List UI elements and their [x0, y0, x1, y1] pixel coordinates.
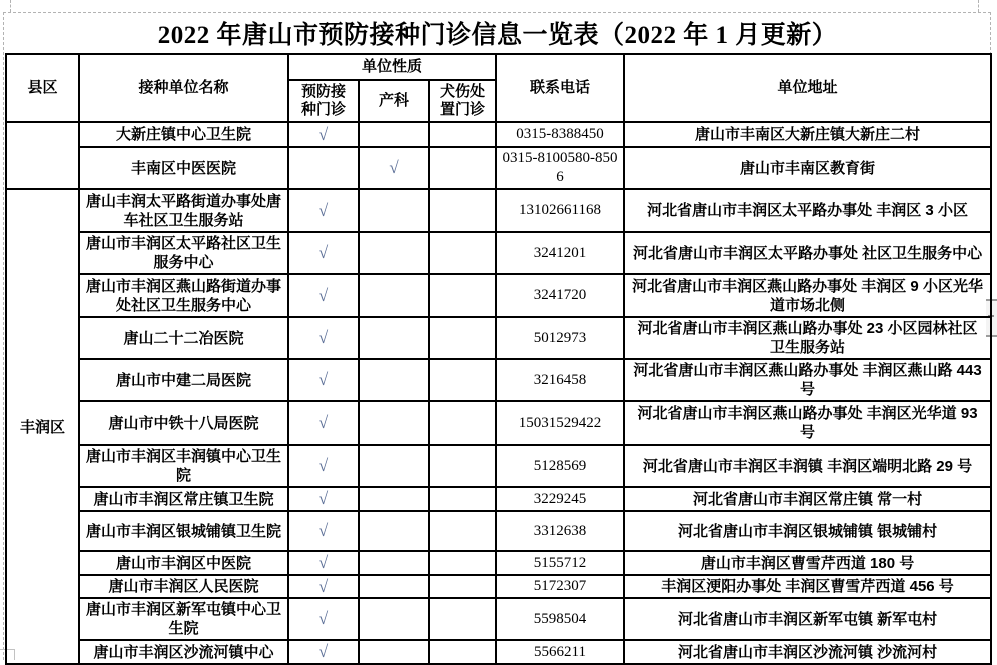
dog-bite-check-cell[interactable]: [429, 274, 496, 317]
phone-cell[interactable]: 5155712: [496, 551, 624, 575]
address-cell[interactable]: 唐山市丰南区教育街: [624, 147, 991, 189]
table-row: [6, 147, 991, 189]
phone-cell[interactable]: 3216458: [496, 359, 624, 401]
unit-name-cell[interactable]: 唐山丰润太平路街道办事处唐车社区卫生服务站: [79, 189, 288, 232]
address-cell[interactable]: 河北省唐山市丰润区燕山路办事处 丰润区光华道 93 号: [624, 401, 991, 445]
page-margin-tick-left: [10, 0, 11, 12]
obstetrics-check-cell[interactable]: [359, 511, 429, 551]
dog-bite-check-cell[interactable]: [429, 487, 496, 511]
obstetrics-check-cell[interactable]: [359, 122, 429, 147]
obstetrics-check-cell[interactable]: [359, 598, 429, 640]
address-cell[interactable]: 河北省唐山市丰润区太平路办事处 社区卫生服务中心: [624, 232, 991, 274]
vaccination-check-cell[interactable]: √: [288, 551, 359, 575]
table-row: [6, 487, 991, 511]
phone-cell[interactable]: 3241720: [496, 274, 624, 317]
unit-name-cell[interactable]: 唐山市丰润区太平路社区卫生服务中心: [79, 232, 288, 274]
obstetrics-check-cell[interactable]: [359, 232, 429, 274]
table-row: [6, 122, 991, 147]
address-cell[interactable]: 河北省唐山市丰润区太平路办事处 丰润区 3 小区: [624, 189, 991, 232]
address-cell[interactable]: 河北省唐山市丰润区燕山路办事处 丰润区 9 小区光华道市场北侧: [624, 274, 991, 317]
phone-cell[interactable]: 5012973: [496, 317, 624, 359]
dog-bite-check-cell[interactable]: [429, 232, 496, 274]
vaccination-check-cell[interactable]: √: [288, 445, 359, 487]
vaccination-check-cell[interactable]: [288, 147, 359, 189]
vaccination-check-cell[interactable]: √: [288, 317, 359, 359]
unit-name-cell[interactable]: 唐山市丰润区银城铺镇卫生院: [79, 511, 288, 551]
table-row: [6, 359, 991, 401]
header-address[interactable]: 单位地址: [624, 54, 991, 122]
table-row: [6, 551, 991, 575]
obstetrics-check-cell[interactable]: [359, 551, 429, 575]
unit-name-cell[interactable]: 唐山市丰润区人民医院: [79, 575, 288, 598]
obstetrics-check-cell[interactable]: [359, 445, 429, 487]
address-cell[interactable]: 河北省唐山市丰润区常庄镇 常一村: [624, 487, 991, 511]
obstetrics-check-cell[interactable]: [359, 274, 429, 317]
vaccination-check-cell[interactable]: √: [288, 189, 359, 232]
vaccination-check-cell[interactable]: √: [288, 598, 359, 640]
vaccination-check-cell[interactable]: √: [288, 274, 359, 317]
dog-bite-check-cell[interactable]: [429, 598, 496, 640]
address-cell[interactable]: 河北省唐山市丰润区银城铺镇 银城铺村: [624, 511, 991, 551]
table-row: [6, 401, 991, 445]
header-dog-bite-clinic[interactable]: 犬伤处置门诊: [429, 80, 496, 122]
vaccination-check-cell[interactable]: √: [288, 487, 359, 511]
address-cell[interactable]: 河北省唐山市丰润区燕山路办事处 丰润区燕山路 443 号: [624, 359, 991, 401]
phone-cell[interactable]: 5172307: [496, 575, 624, 598]
table-row: [6, 317, 991, 359]
dog-bite-check-cell[interactable]: [429, 575, 496, 598]
unit-name-cell[interactable]: 丰南区中医医院: [79, 147, 288, 189]
table-row: [6, 274, 991, 317]
obstetrics-check-cell[interactable]: [359, 487, 429, 511]
table-row: [6, 511, 991, 551]
dog-bite-check-cell[interactable]: [429, 359, 496, 401]
header-district[interactable]: 县区: [6, 54, 79, 122]
address-cell[interactable]: 河北省唐山市丰润区丰润镇 丰润区端明北路 29 号: [624, 445, 991, 487]
table-row: [6, 640, 991, 664]
page-margin-tick-right: [978, 0, 979, 12]
obstetrics-check-cell[interactable]: [359, 189, 429, 232]
obstetrics-check-cell[interactable]: √: [359, 147, 429, 189]
vaccination-check-cell[interactable]: √: [288, 640, 359, 664]
phone-cell[interactable]: 0315-8388450: [496, 122, 624, 147]
dog-bite-check-cell[interactable]: [429, 122, 496, 147]
unit-name-cell[interactable]: 唐山市丰润区常庄镇卫生院: [79, 487, 288, 511]
unit-name-cell[interactable]: 唐山二十二冶医院: [79, 317, 288, 359]
address-cell[interactable]: 丰润区浭阳办事处 丰润区曹雪芹西道 456 号: [624, 575, 991, 598]
dog-bite-check-cell[interactable]: [429, 401, 496, 445]
table-row: [6, 232, 991, 274]
dog-bite-check-cell[interactable]: [429, 147, 496, 189]
address-cell[interactable]: 唐山市丰南区大新庄镇大新庄二村: [624, 122, 991, 147]
unit-name-cell[interactable]: 唐山市丰润区燕山路街道办事处社区卫生服务中心: [79, 274, 288, 317]
address-cell[interactable]: 河北省唐山市丰润区新军屯镇 新军屯村: [624, 598, 991, 640]
unit-name-cell[interactable]: 大新庄镇中心卫生院: [79, 122, 288, 147]
table-row: [6, 598, 991, 640]
vaccination-check-cell[interactable]: √: [288, 511, 359, 551]
unit-name-cell[interactable]: 唐山市丰润区中医院: [79, 551, 288, 575]
phone-cell[interactable]: 5598504: [496, 598, 624, 640]
dog-bite-check-cell[interactable]: [429, 511, 496, 551]
obstetrics-check-cell[interactable]: [359, 401, 429, 445]
unit-name-cell[interactable]: 唐山市丰润区丰润镇中心卫生院: [79, 445, 288, 487]
obstetrics-check-cell[interactable]: [359, 575, 429, 598]
vaccination-check-cell[interactable]: √: [288, 359, 359, 401]
address-cell[interactable]: 河北省唐山市丰润区燕山路办事处 23 小区园林社区卫生服务站: [624, 317, 991, 359]
district-cell[interactable]: 丰润区: [6, 189, 79, 664]
header-unit-type-group[interactable]: 单位性质: [288, 54, 496, 80]
address-cell[interactable]: 唐山市丰润区曹雪芹西道 180 号: [624, 551, 991, 575]
header-unit-name[interactable]: 接种单位名称: [79, 54, 288, 122]
obstetrics-check-cell[interactable]: [359, 317, 429, 359]
page-title: 2022 年唐山市预防接种门诊信息一览表（2022 年 1 月更新）: [157, 22, 838, 49]
dog-bite-check-cell[interactable]: [429, 189, 496, 232]
phone-cell[interactable]: 3241201: [496, 232, 624, 274]
vaccination-check-cell[interactable]: √: [288, 122, 359, 147]
header-phone[interactable]: 联系电话: [496, 54, 624, 122]
header-vaccination-clinic[interactable]: 预防接种门诊: [288, 80, 359, 122]
district-cell[interactable]: [6, 122, 79, 189]
dog-bite-check-cell[interactable]: [429, 317, 496, 359]
vaccination-check-cell[interactable]: √: [288, 575, 359, 598]
vaccination-check-cell[interactable]: √: [288, 232, 359, 274]
phone-cell[interactable]: 13102661168: [496, 189, 624, 232]
phone-cell[interactable]: 5128569: [496, 445, 624, 487]
vaccination-check-cell[interactable]: √: [288, 401, 359, 445]
obstetrics-check-cell[interactable]: [359, 640, 429, 664]
phone-cell[interactable]: 3229245: [496, 487, 624, 511]
table-row: [6, 445, 991, 487]
table-body: [6, 122, 991, 664]
obstetrics-check-cell[interactable]: [359, 359, 429, 401]
clinic-info-table: [5, 53, 992, 665]
table-row: [6, 189, 991, 232]
phone-cell[interactable]: 0315-8100580-8506: [496, 147, 624, 189]
dog-bite-check-cell[interactable]: [429, 551, 496, 575]
dog-bite-check-cell[interactable]: [429, 640, 496, 664]
unit-name-cell[interactable]: 唐山市丰润区新军屯镇中心卫生院: [79, 598, 288, 640]
table-row: [6, 575, 991, 598]
table-header: [6, 54, 991, 122]
unit-name-cell[interactable]: 唐山市丰润区沙流河镇中心: [79, 640, 288, 664]
dog-bite-check-cell[interactable]: [429, 445, 496, 487]
phone-cell[interactable]: 15031529422: [496, 401, 624, 445]
unit-name-cell[interactable]: 唐山市中建二局医院: [79, 359, 288, 401]
unit-name-cell[interactable]: 唐山市中铁十八局医院: [79, 401, 288, 445]
phone-cell[interactable]: 3312638: [496, 511, 624, 551]
phone-cell[interactable]: 5566211: [496, 640, 624, 664]
spreadsheet-area: [5, 13, 990, 665]
address-cell[interactable]: 河北省唐山市丰润区沙流河镇 沙流河村: [624, 640, 991, 664]
header-obstetrics[interactable]: 产科: [359, 80, 429, 122]
